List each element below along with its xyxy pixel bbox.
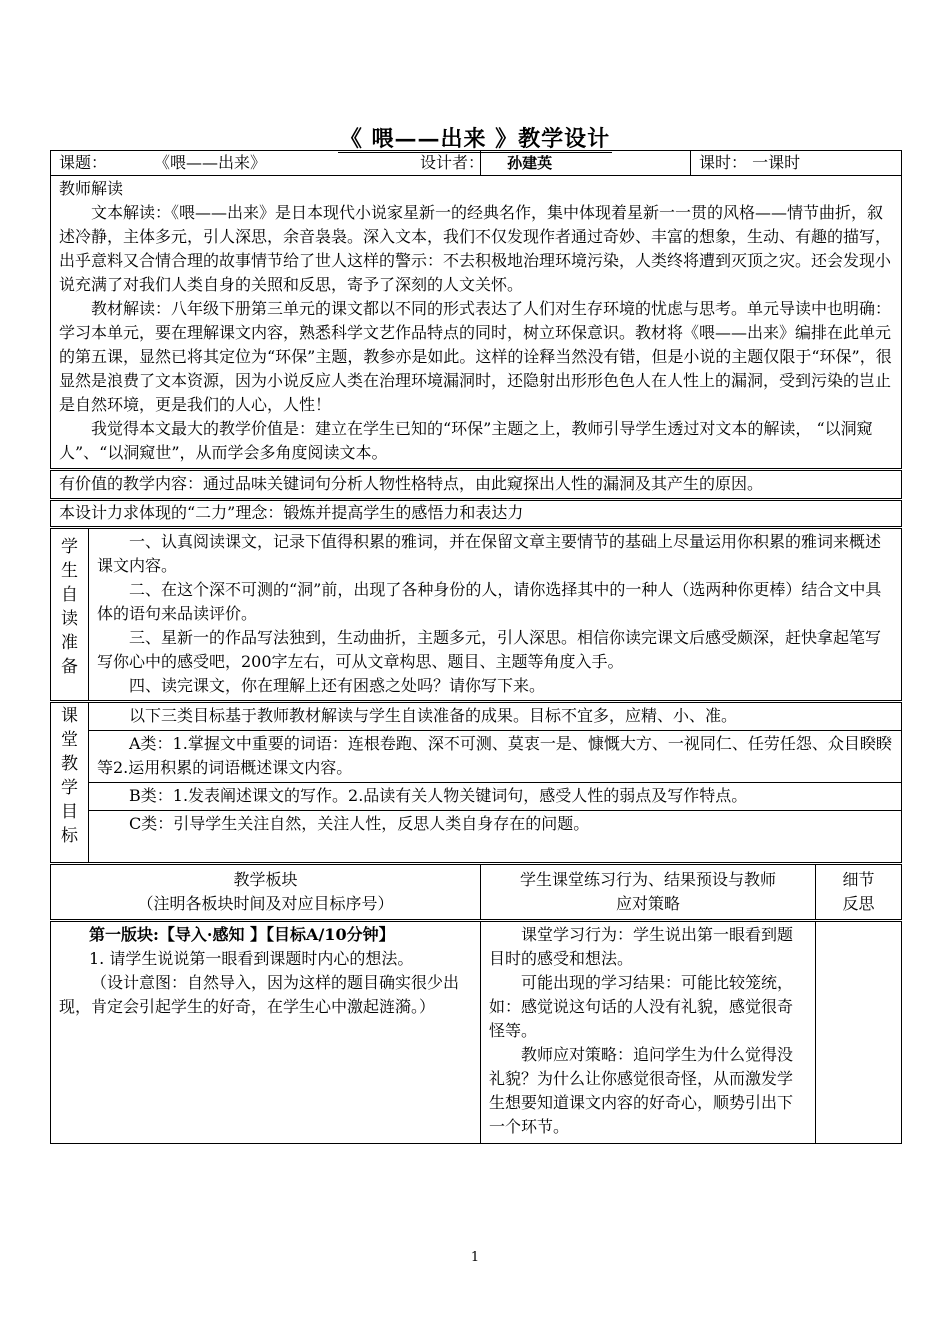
self-study-item-1: 一、认真阅读课文，记录下值得积累的雅词，并在保留文章主要情节的基础上尽量运用你积累的雅词来概述课文内容。	[97, 532, 882, 575]
period-value: 一课时	[752, 153, 801, 172]
topic-label: 课题：	[59, 153, 108, 172]
text-interpretation: 文本解读：《喂——出来》是日本现代小说家星新一的经典名作，集中体现着星新一一贯的风格——情节曲折，叙述冷静，主体多元，引人深思，余音袅袅。深入文本，我们不仅发现作者通过奇妙、丰富的想象，生动、有趣的描写，出乎意料又合情合理的故事情节给了世人这样的警示：不去积极地治理环境污染，人类终将遭到灭顶之灾。还会发现小说充满了对我们人类自身的关照和反思，寄予了深刻的人文关怀。	[59, 203, 892, 294]
valuable-content-row	[51, 470, 902, 500]
designer-cell	[481, 151, 691, 176]
col2-heading: 学生课堂练习行为、结果预设与教师	[519, 870, 776, 889]
self-study-item-3: 三、星新一的作品写法独到，生动曲折，主题多元，引人深思。相信你读完课文后感受颇深，赶快拿起笔写写你心中的感受吧，200字左右，可从文章构思、题目、主题等角度入手。	[97, 628, 882, 671]
col2-subheading: 应对策略	[615, 894, 680, 913]
col1-heading: 教学板块	[233, 870, 298, 889]
col3-heading: 细节	[842, 870, 875, 889]
self-study-row	[51, 528, 902, 702]
concept-text: 本设计力求体现的“二力”理念：锻炼并提高学生的感悟力和表达力	[59, 503, 524, 522]
document-title: 《 喂——出来 》教学设计	[339, 126, 611, 152]
self-study-item-4: 四、读完课文，你在理解上还有困惑之处吗？请你写下来。	[129, 676, 546, 695]
designer-value: 孙建英	[507, 154, 553, 172]
page-number: 1	[470, 1250, 480, 1265]
block1-row	[51, 921, 902, 1144]
goal-b: B类：1.发表阐述课文的写作。2.品读有关人物关键词句，感受人性的弱点及写作特点。	[129, 786, 748, 805]
self-study-item-2: 二、在这个深不可测的“洞”前，出现了各种身份的人，请你选择其中的一种人（选两种你更棒）结合文中具体的语句来品读评价。	[97, 580, 882, 623]
block1-strategy: 教师应对策略：追问学生为什么觉得没礼貌？为什么让你感觉很奇怪，从而激发学生想要知道课文内容的好奇心，顺势引出下一个环节。	[489, 1045, 794, 1136]
self-study-label: 学 生 自 读 准 备	[51, 528, 89, 702]
teaching-value: 我觉得本文最大的教学价值是：建立在学生已知的“环保”主题之上，教师引导学生透过对文本的解读， “以洞窥人”、“以洞窥世”，从而学会多角度阅读文本。	[59, 419, 873, 462]
goals-intro: 以下三类目标基于教师教材解读与学生自读准备的成果。目标不宜多，应精、小、准。	[129, 706, 738, 725]
block1-result: 可能出现的学习结果：可能比较笼统，如：感觉说这句话的人没有礼貌，感觉很奇怪等。	[489, 973, 794, 1040]
designer-label: 设计者：	[420, 153, 485, 172]
block1-behavior: 课堂学习行为：学生说出第一眼看到题目时的感受和想法。	[489, 925, 794, 968]
period-label: 课时：	[699, 153, 748, 172]
block1-reflection	[816, 921, 902, 1144]
topic-value: 《喂——出来》	[154, 153, 267, 172]
interpretation-heading: 教师解读	[59, 179, 124, 198]
block1-design-intent: （设计意图：自然导入，因为这样的题目确实很少出现，肯定会引起学生的好奇，在学生心中激起涟漪。）	[59, 973, 460, 1016]
valuable-content: 有价值的教学内容：通过品味关键词句分析人物性格特点，由此窥探出人性的漏洞及其产生的原因。	[59, 474, 764, 493]
goal-a: A类：1.掌握文中重要的词语：连根卷跑、深不可测、莫衷一是、慷慨大方、一视同仁、任劳任怨、众目睽睽等2.运用积累的词语概述课文内容。	[97, 734, 892, 777]
interpretation-row	[51, 176, 902, 470]
period-cell	[691, 151, 902, 176]
goals-row	[51, 702, 902, 864]
textbook-interpretation: 教材解读：八年级下册第三单元的课文都以不同的形式表达了人们对生存环境的忧虑与思考。单元导读中也明确：学习本单元，要在理解课文内容，熟悉科学文艺作品特点的同时，树立环保意识。教材将《喂——出来》编排在此单元的第五课，显然已将其定位为“环保”主题，教参亦是如此。这样的诠释当然没有错，但是小说的主题仅限于“环保”，很显然是浪费了文本资源，因为小说反应人类在治理环境漏洞时，还隐射出形形色色人在人性上的漏洞，受到污染的岂止是自然环境，更是我们的人心，人性！	[59, 299, 892, 414]
col1-subheading: （注明各板块时间及对应目标序号）	[137, 894, 394, 913]
lesson-plan-table	[50, 150, 901, 1144]
goals-label: 课 堂 教 学 目 标	[51, 702, 89, 864]
col3-subheading: 反思	[842, 894, 875, 913]
block1-heading: 第一版块:【导入·感知 】【目标A/10分钟】	[89, 925, 395, 944]
concept-row	[51, 500, 902, 528]
goal-c: C类：引导学生关注自然，关注人性，反思人类自身存在的问题。	[129, 814, 590, 833]
block1-item: 1. 请学生说说第一眼看到课题时内心的想法。	[89, 949, 414, 968]
column-header-row	[51, 864, 902, 921]
header-row	[51, 151, 902, 176]
